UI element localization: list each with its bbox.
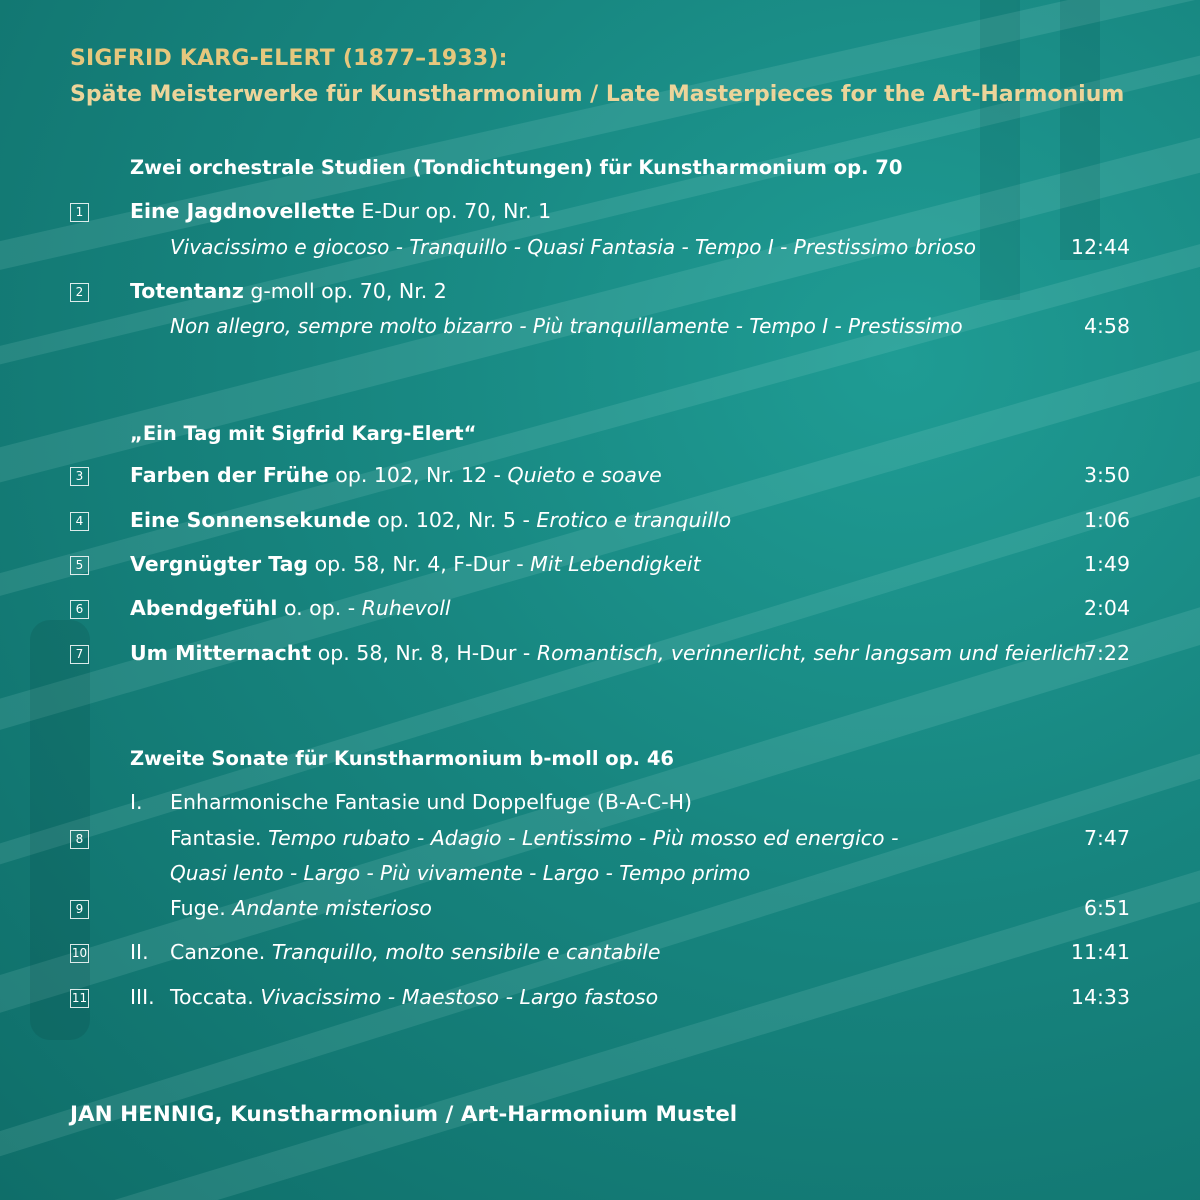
track-title-line <box>170 826 899 850</box>
track-title-line <box>170 896 432 920</box>
work-title: Toccata. <box>170 985 254 1009</box>
tempo-marking: Quieto e soave <box>507 463 662 487</box>
work-title: Farben der Frühe <box>130 463 329 487</box>
track-number-box: 3 <box>70 467 89 486</box>
tempo-marking: Vivacissimo - Maestoso - Largo fastoso <box>253 985 659 1009</box>
track-number-box: 8 <box>70 830 89 849</box>
tempo-marking: Romantisch, verinnerlicht, sehr langsam und feierlich <box>536 641 1087 665</box>
movement-numeral: III. <box>130 985 155 1009</box>
tempo-markings: Vivacissimo e giocoso - Tranquillo - Quasi Fantasia - Tempo I - Prestissimo brioso <box>170 235 976 259</box>
track-title-line <box>170 940 660 964</box>
track-title-line <box>130 508 731 532</box>
tempo-marking: Ruhevoll <box>361 596 451 620</box>
track-number-box: 2 <box>70 283 89 302</box>
track-duration: 1:49 <box>1083 552 1130 576</box>
track-duration: 2:04 <box>1083 596 1130 620</box>
work-title: Canzone. <box>170 940 266 964</box>
work-details: op. 102, Nr. 12 - <box>328 463 508 487</box>
track-duration: 11:41 <box>1070 940 1130 964</box>
work-details: E-Dur op. 70, Nr. 1 <box>354 199 552 223</box>
work-title: Fuge. <box>170 896 226 920</box>
track-duration: 6:51 <box>1083 896 1130 920</box>
track-duration: 12:44 <box>1070 235 1130 259</box>
section-heading: Zweite Sonate für Kunstharmonium b-moll op. 46 <box>130 747 674 770</box>
section-heading: Zwei orchestrale Studien (Tondichtungen) für Kunstharmonium op. 70 <box>130 156 903 179</box>
track-duration: 14:33 <box>1070 985 1130 1009</box>
section-heading: „Ein Tag mit Sigfrid Karg-Elert“ <box>130 422 477 445</box>
movement-title: Enharmonische Fantasie und Doppelfuge (B-A-C-H) <box>170 790 693 814</box>
work-title: Fantasie. <box>170 826 262 850</box>
tempo-marking: Erotico e tranquillo <box>536 508 732 532</box>
work-title: Eine Sonnensekunde <box>130 508 371 532</box>
work-details: op. 58, Nr. 8, H-Dur - <box>311 641 537 665</box>
track-title-line <box>130 463 662 487</box>
track-duration: 4:58 <box>1083 314 1130 338</box>
track-duration: 7:47 <box>1083 826 1130 850</box>
movement-numeral: II. <box>130 940 149 964</box>
movement-numeral: I. <box>130 790 143 814</box>
tempo-marking: Tempo rubato - Adagio - Lentissimo - Più mosso ed energico - <box>261 826 899 850</box>
track-title-line <box>170 985 658 1009</box>
work-details: g-moll op. 70, Nr. 2 <box>243 279 447 303</box>
track-number-box: 9 <box>70 900 89 919</box>
track-number-box: 11 <box>70 989 89 1008</box>
album-subtitle: Späte Meisterwerke für Kunstharmonium / Late Masterpieces for the Art-Harmonium <box>70 82 1125 107</box>
tempo-markings-continued: Quasi lento - Largo - Più vivamente - Largo - Tempo primo <box>170 861 751 885</box>
track-duration: 1:06 <box>1083 508 1130 532</box>
track-duration: 3:50 <box>1083 463 1130 487</box>
tempo-marking: Tranquillo, molto sensibile e cantabile <box>265 940 661 964</box>
work-details: o. op. - <box>277 596 362 620</box>
work-details: op. 58, Nr. 4, F-Dur - <box>308 552 531 576</box>
track-number-box: 7 <box>70 645 89 664</box>
work-title: Totentanz <box>130 279 244 303</box>
track-number-box: 1 <box>70 203 89 222</box>
track-title-line <box>130 552 701 576</box>
track-title-line <box>130 641 1086 665</box>
tempo-marking: Mit Lebendigkeit <box>530 552 701 576</box>
work-details: op. 102, Nr. 5 - <box>370 508 537 532</box>
track-title-line <box>130 199 551 223</box>
work-title: Eine Jagdnovellette <box>130 199 355 223</box>
track-number-box: 4 <box>70 512 89 531</box>
work-title: Abendgefühl <box>130 596 278 620</box>
tempo-markings: Non allegro, sempre molto bizarro - Più tranquillamente - Tempo I - Prestissimo <box>170 314 963 338</box>
performer-credit: JAN HENNIG, Kunstharmonium / Art-Harmonium Mustel <box>70 1102 738 1127</box>
track-duration: 7:22 <box>1083 641 1130 665</box>
work-title: Um Mitternacht <box>130 641 312 665</box>
work-title: Vergnügter Tag <box>130 552 309 576</box>
tempo-marking: Andante misterioso <box>225 896 432 920</box>
track-number-box: 5 <box>70 556 89 575</box>
album-title: SIGFRID KARG-ELERT (1877–1933): <box>70 46 508 71</box>
track-number-box: 10 <box>70 944 89 963</box>
track-title-line <box>130 279 447 303</box>
track-title-line <box>130 596 451 620</box>
track-number-box: 6 <box>70 600 89 619</box>
